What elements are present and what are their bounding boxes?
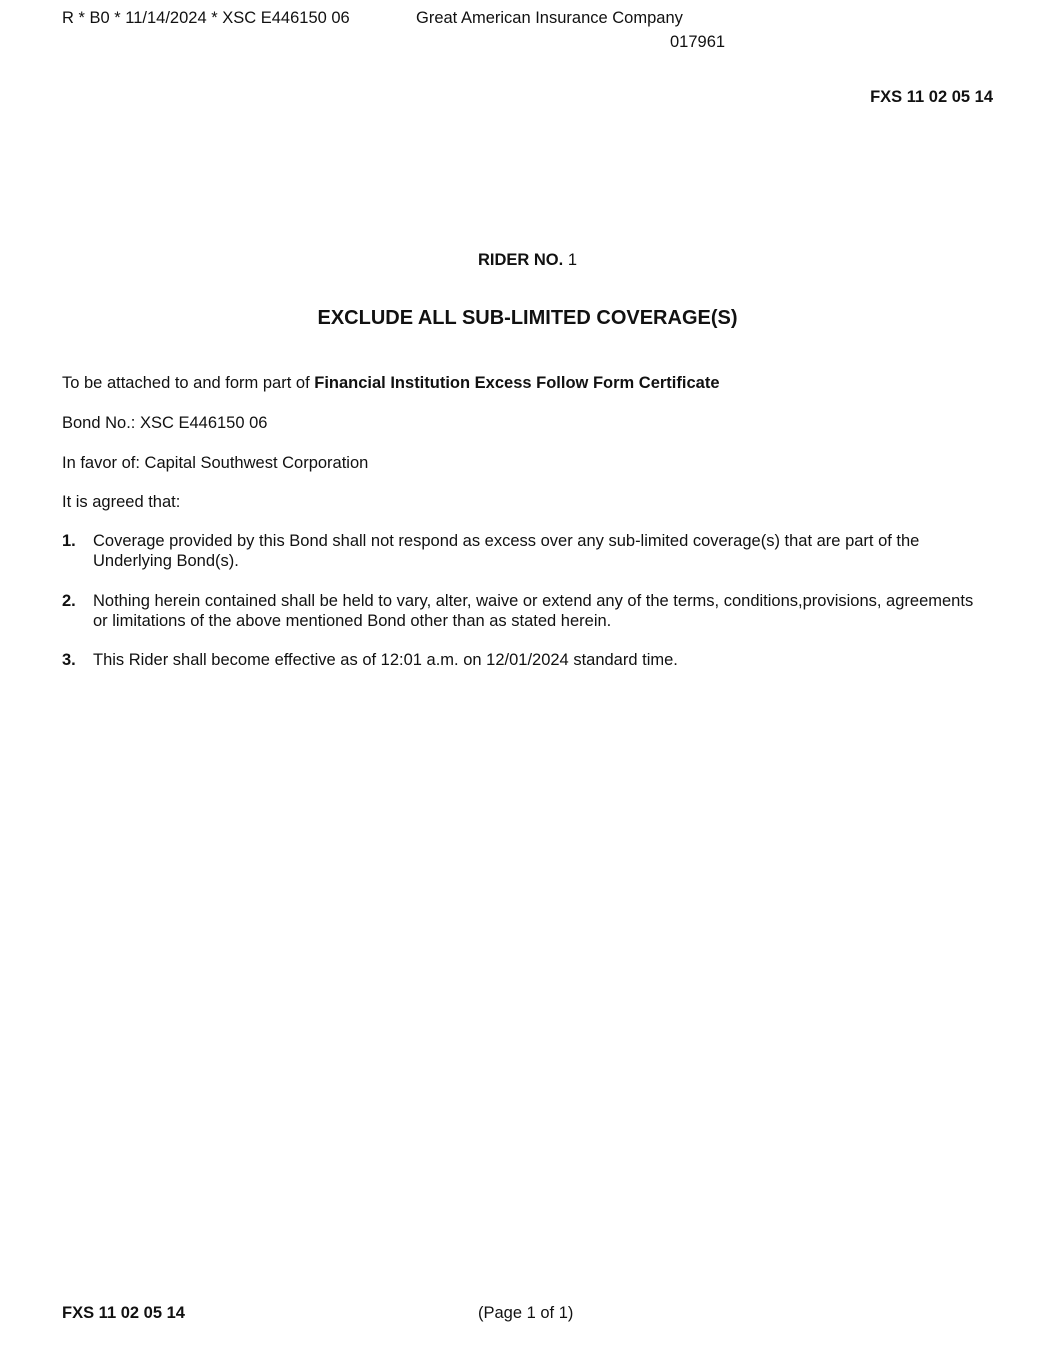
list-item bbox=[62, 650, 982, 670]
list-item bbox=[62, 531, 982, 571]
header-stamp: R * B0 * 11/14/2024 * XSC E446150 06 bbox=[62, 9, 350, 27]
company-code: 017961 bbox=[670, 33, 726, 51]
attach-prefix: To be attached to and form part of bbox=[62, 374, 315, 392]
agreed-line: It is agreed that: bbox=[62, 493, 181, 511]
bond-number-line: Bond No.: XSC E446150 06 bbox=[62, 414, 268, 432]
item-number: 3. bbox=[62, 651, 76, 669]
rider-label: RIDER NO. bbox=[477, 251, 564, 269]
item-text: This Rider shall become effective as of 12:01 a.m. on 12/01/2024 standard time. bbox=[93, 651, 678, 669]
form-number-top: FXS 11 02 05 14 bbox=[870, 88, 993, 106]
rider-number-line bbox=[0, 250, 1055, 270]
rider-number: 1 bbox=[567, 251, 578, 269]
form-number-bottom: FXS 11 02 05 14 bbox=[62, 1304, 185, 1322]
attach-certificate-name: Financial Institution Excess Follow Form Certificate bbox=[314, 374, 720, 392]
attach-line bbox=[62, 373, 720, 393]
item-number: 1. bbox=[62, 532, 76, 550]
item-number: 2. bbox=[62, 592, 76, 610]
item-text: Coverage provided by this Bond shall not respond as excess over any sub-limited coverage(s) that are part of the Underlying Bond(s). bbox=[93, 532, 920, 571]
document-title: EXCLUDE ALL SUB-LIMITED COVERAGE(S) bbox=[317, 307, 738, 329]
page-number: (Page 1 of 1) bbox=[478, 1304, 574, 1322]
list-item bbox=[62, 591, 982, 631]
company-name: Great American Insurance Company bbox=[416, 9, 683, 27]
in-favor-of-line: In favor of: Capital Southwest Corporation bbox=[62, 454, 369, 472]
item-text: Nothing herein contained shall be held to vary, alter, waive or extend any of the terms, conditions,provisions, agreements or limitations of the above mentioned Bond other than as stated herein. bbox=[93, 592, 974, 631]
